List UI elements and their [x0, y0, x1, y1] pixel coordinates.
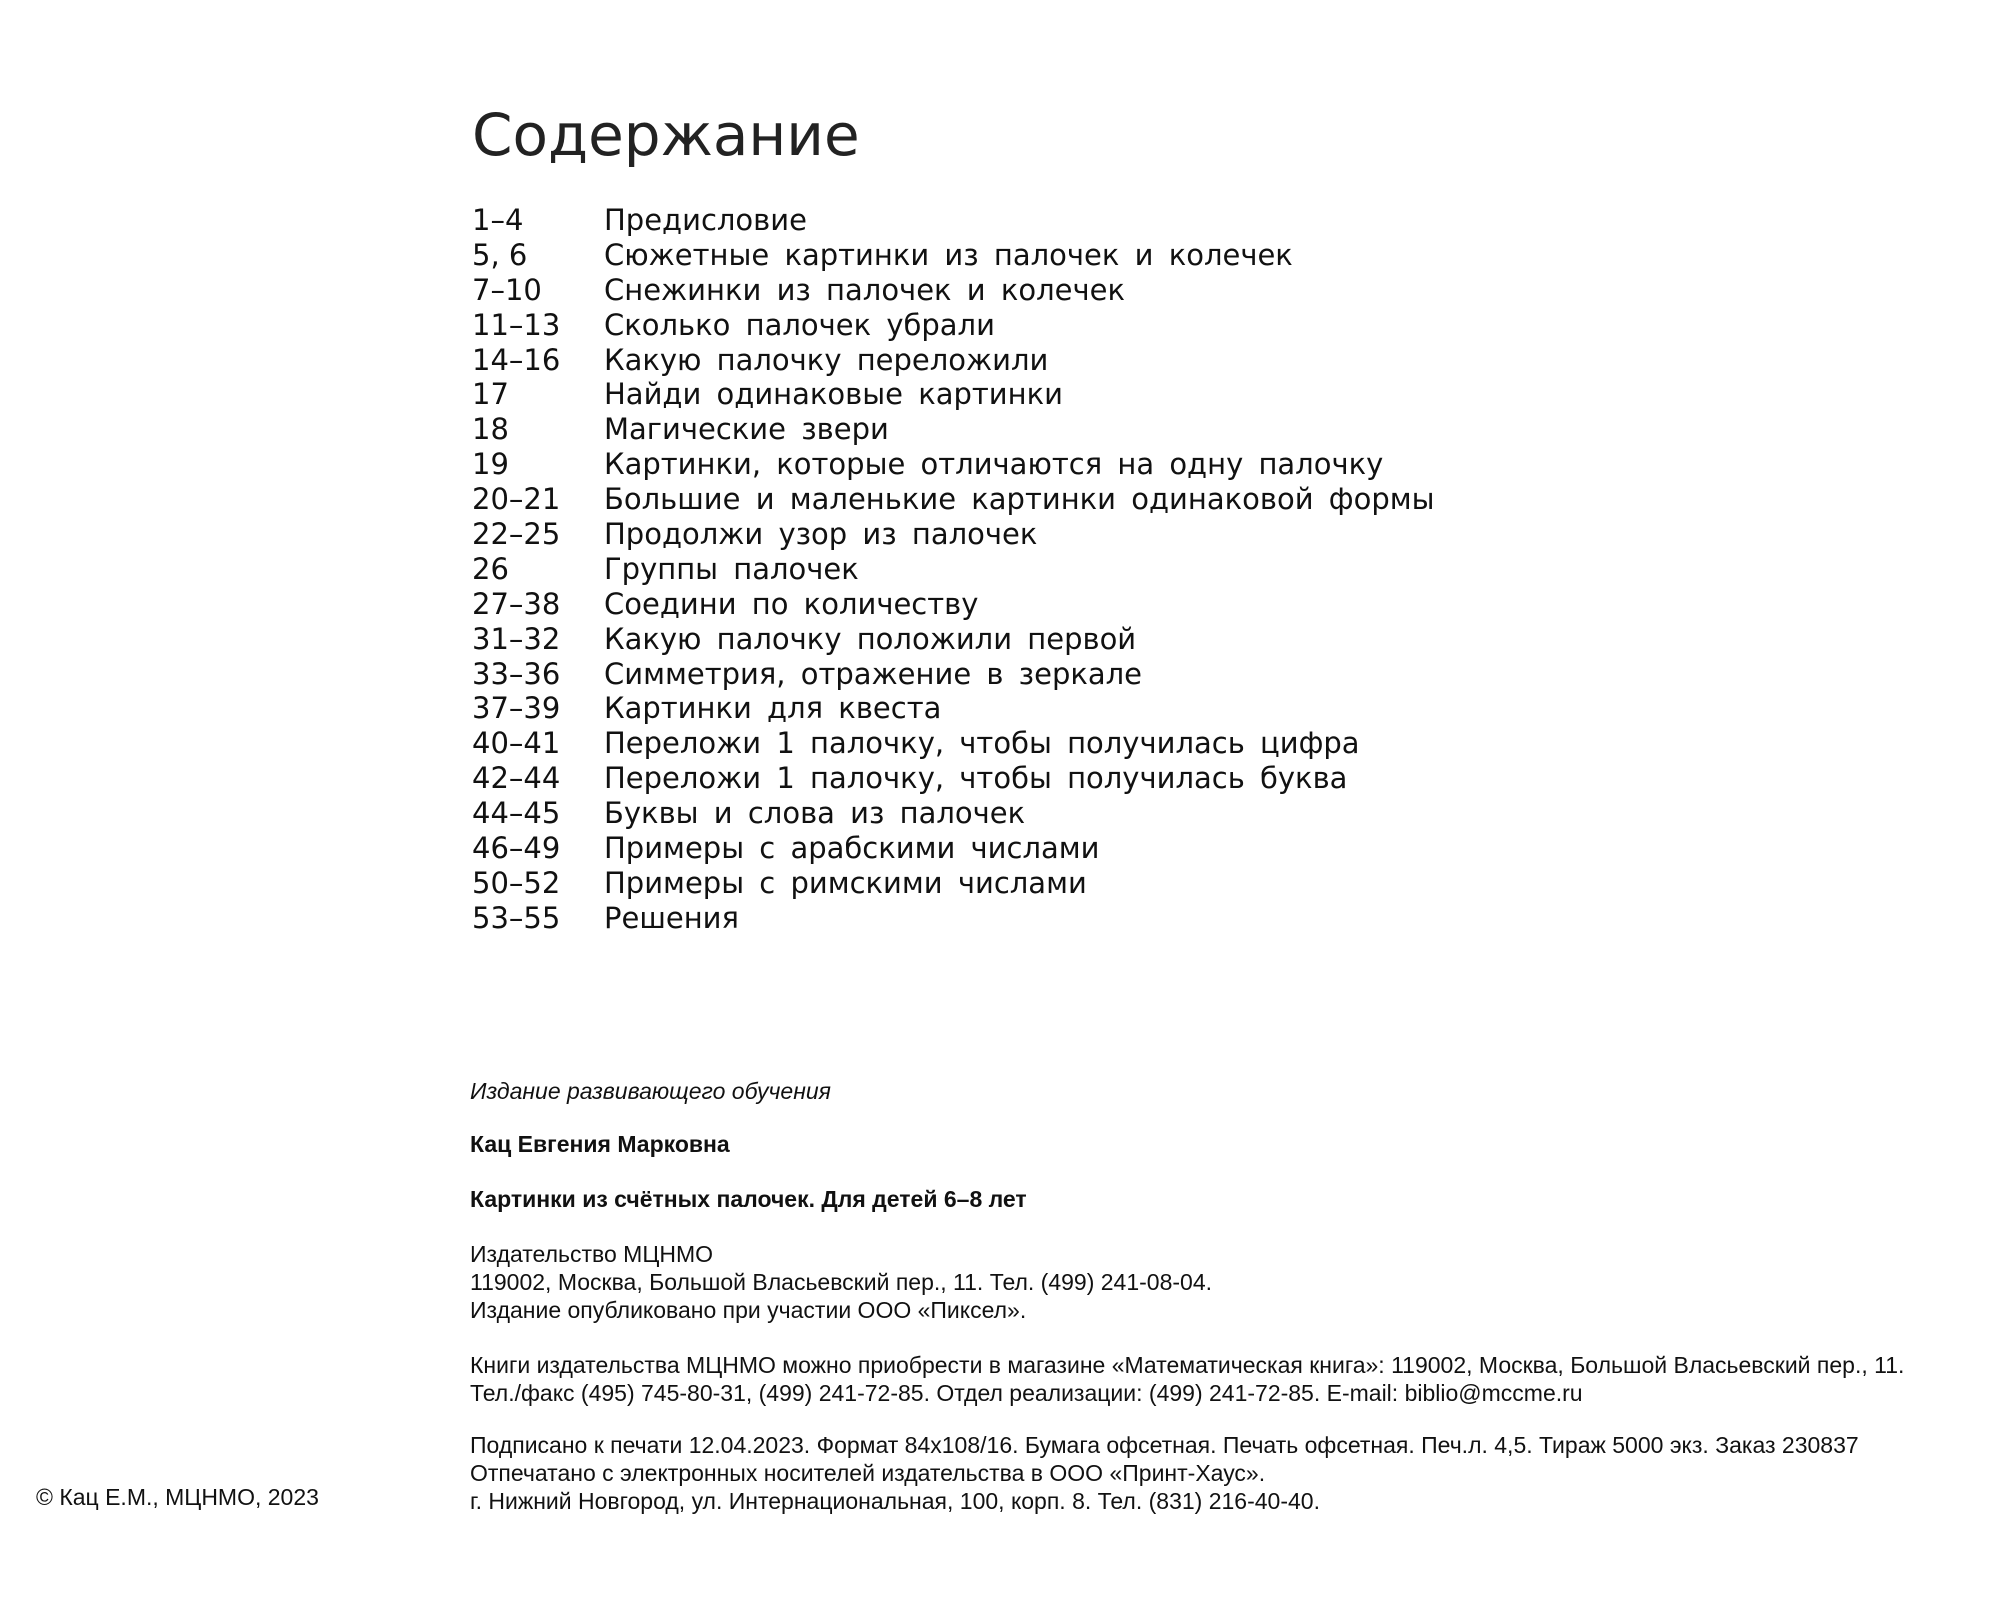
- table-of-contents: [472, 203, 1435, 936]
- toc-pages: 33–36: [472, 656, 561, 691]
- toc-entry: [472, 761, 1435, 796]
- toc-entry: [472, 587, 1435, 622]
- toc-entry: [472, 796, 1435, 831]
- toc-pages: 17: [472, 377, 509, 412]
- toc-pages: 46–49: [472, 831, 561, 866]
- author-name: Кац Евгения Марковна: [470, 1131, 730, 1157]
- toc-pages: 42–44: [472, 761, 561, 796]
- toc-entry: [472, 203, 1435, 238]
- toc-label: Буквы и слова из палочек: [604, 796, 1026, 831]
- toc-label: Соедини по количеству: [604, 586, 979, 621]
- series-note: Издание развивающего обучения: [470, 1078, 831, 1104]
- toc-entry: [472, 726, 1435, 761]
- toc-label: Продолжи узор из палочек: [604, 517, 1038, 552]
- toc-entry: [472, 343, 1435, 378]
- toc-pages: 1–4: [472, 203, 524, 237]
- toc-pages: 22–25: [472, 517, 561, 552]
- toc-label: Какую палочку переложили: [604, 342, 1049, 377]
- toc-entry: [472, 377, 1435, 412]
- toc-entry: [472, 901, 1435, 936]
- toc-label: Сюжетные картинки из палочек и колечек: [604, 237, 1293, 272]
- toc-entry: [472, 831, 1435, 866]
- toc-pages: 5, 6: [472, 237, 528, 272]
- copyright: © Кац Е.М., МЦНМО, 2023: [36, 1484, 319, 1510]
- toc-label: Симметрия, отражение в зеркале: [604, 656, 1143, 691]
- toc-label: Предисловие: [604, 203, 807, 237]
- toc-pages: 31–32: [472, 621, 561, 656]
- toc-pages: 11–13: [472, 307, 561, 342]
- shop-block: [470, 1351, 1904, 1407]
- toc-label: Переложи 1 палочку, чтобы получилась цифра: [604, 726, 1360, 761]
- book-title: Картинки из счётных палочек. Для детей 6–8 лет: [470, 1186, 1027, 1212]
- toc-entry: [472, 447, 1435, 482]
- toc-label: Примеры с римскими числами: [604, 865, 1087, 900]
- toc-label: Картинки, которые отличаются на одну палочку: [604, 447, 1384, 482]
- toc-pages: 37–39: [472, 691, 561, 726]
- toc-entry: [472, 866, 1435, 901]
- toc-entry: [472, 482, 1435, 517]
- toc-entry: [472, 622, 1435, 657]
- print-block: [470, 1431, 1859, 1515]
- toc-label: Найди одинаковые картинки: [604, 377, 1063, 412]
- toc-entry: [472, 657, 1435, 692]
- print-line: Отпечатано с электронных носителей издательства в ООО «Принт-Хаус».: [470, 1460, 1266, 1486]
- publisher-line: Издательство МЦНМО: [470, 1241, 713, 1267]
- toc-entry: [472, 412, 1435, 447]
- toc-pages: 7–10: [472, 272, 542, 307]
- toc-label: Снежинки из палочек и колечек: [604, 272, 1125, 307]
- toc-pages: 27–38: [472, 586, 561, 621]
- toc-entry: [472, 691, 1435, 726]
- toc-label: Решения: [604, 900, 739, 935]
- shop-line: Тел./факс (495) 745-80-31, (499) 241-72-85. Отдел реализации: (499) 241-72-85. E-mail: biblio@mccme.ru: [470, 1380, 1583, 1406]
- toc-pages: 44–45: [472, 796, 561, 831]
- toc-label: Магические звери: [604, 412, 889, 447]
- toc-label: Большие и маленькие картинки одинаковой формы: [604, 482, 1435, 517]
- toc-label: Сколько палочек убрали: [604, 307, 995, 342]
- toc-label: Переложи 1 палочку, чтобы получилась буква: [604, 761, 1348, 796]
- toc-label: Группы палочек: [604, 551, 859, 586]
- publisher-line: 119002, Москва, Большой Власьевский пер., 11. Тел. (499) 241-08-04.: [470, 1269, 1213, 1295]
- toc-entry: [472, 517, 1435, 552]
- toc-pages: 40–41: [472, 726, 561, 761]
- publisher-line: Издание опубликовано при участии ООО «Пиксел».: [470, 1297, 1027, 1323]
- publisher-block: [470, 1240, 1212, 1324]
- toc-entry: [472, 552, 1435, 587]
- toc-pages: 20–21: [472, 482, 561, 517]
- toc-pages: 26: [472, 551, 509, 586]
- toc-label: Примеры с арабскими числами: [604, 831, 1100, 866]
- toc-label: Картинки для квеста: [604, 691, 942, 726]
- toc-pages: 50–52: [472, 865, 561, 900]
- toc-pages: 19: [472, 447, 509, 482]
- page-title: Содержание: [472, 101, 860, 169]
- toc-label: Какую палочку положили первой: [604, 621, 1137, 656]
- print-line: г. Нижний Новгород, ул. Интернациональная, 100, корп. 8. Тел. (831) 216-40-40.: [470, 1488, 1320, 1514]
- print-line: Подписано к печати 12.04.2023. Формат 84x108/16. Бумага офсетная. Печать офсетная. Печ.л. 4,5. Тираж 5000 экз. Заказ 230837: [470, 1432, 1859, 1458]
- toc-pages: 14–16: [472, 342, 561, 377]
- toc-pages: 18: [472, 412, 509, 447]
- toc-entry: [472, 273, 1435, 308]
- toc-entry: [472, 308, 1435, 343]
- toc-pages: 53–55: [472, 900, 561, 935]
- toc-entry: [472, 238, 1435, 273]
- shop-line: Книги издательства МЦНМО можно приобрести в магазине «Математическая книга»: 119002, Москва, Большой Власьевский пер., 11.: [470, 1352, 1905, 1378]
